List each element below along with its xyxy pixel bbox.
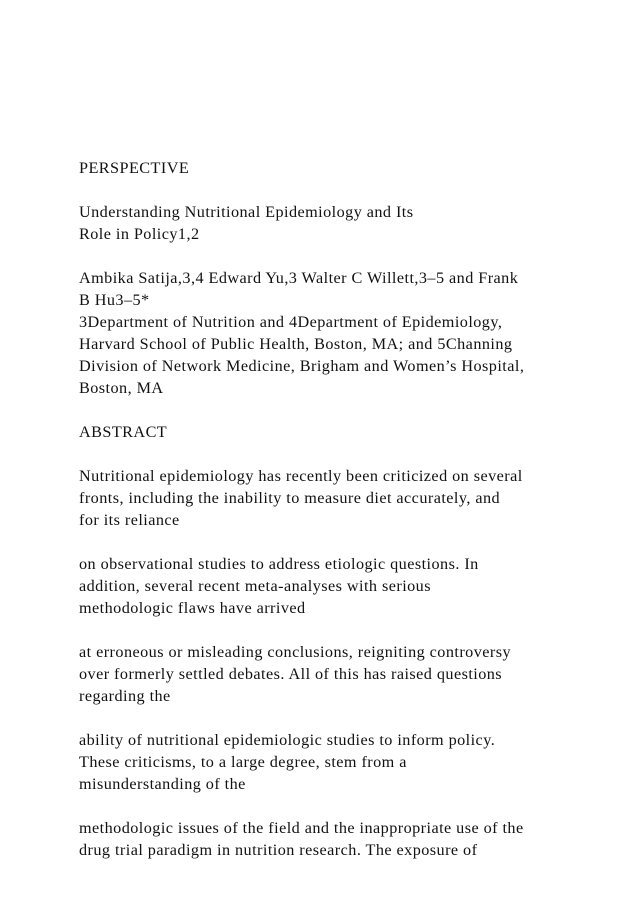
affiliations: 3Department of Nutrition and 4Department of Epidemiology, Harvard School of Public Health, Boston, MA; and 5Channing Division of Network Medicine, Brigham and Women’s Hospital, Boston, MA — [79, 313, 525, 397]
spacer — [79, 179, 619, 201]
abstract-paragraph: Nutritional epidemiology has recently been criticized on several fronts, including the inability to measure diet accurately, and for its reliance — [79, 467, 523, 529]
author-list: Ambika Satija,3,4 Edward Yu,3 Walter C Willett,3–5 and Frank B Hu3–5* — [79, 269, 519, 309]
spacer — [79, 443, 619, 465]
section-label: PERSPECTIVE — [79, 159, 190, 177]
abstract-paragraph: at erroneous or misleading conclusions, reigniting controversy over formerly settled debates. All of this has raised questions regarding the — [79, 643, 512, 705]
spacer — [79, 795, 619, 817]
abstract-paragraph: methodologic issues of the field and the inappropriate use of the drug trial paradigm in nutrition research. The exposure of — [79, 819, 524, 859]
abstract-paragraph: on observational studies to address etiologic questions. In addition, several recent meta-analyses with serious methodologic flaws have arrived — [79, 555, 479, 617]
abstract-paragraph: ability of nutritional epidemiologic studies to inform policy. These criticisms, to a large degree, stem from a misunderstanding of the — [79, 731, 496, 793]
spacer — [79, 707, 619, 729]
abstract-heading: ABSTRACT — [79, 423, 168, 441]
spacer — [79, 619, 619, 641]
article-title: Understanding Nutritional Epidemiology and Its Role in Policy1,2 — [79, 203, 414, 243]
spacer — [79, 531, 619, 553]
document-page — [79, 157, 619, 861]
spacer — [79, 245, 619, 267]
spacer — [79, 399, 619, 421]
